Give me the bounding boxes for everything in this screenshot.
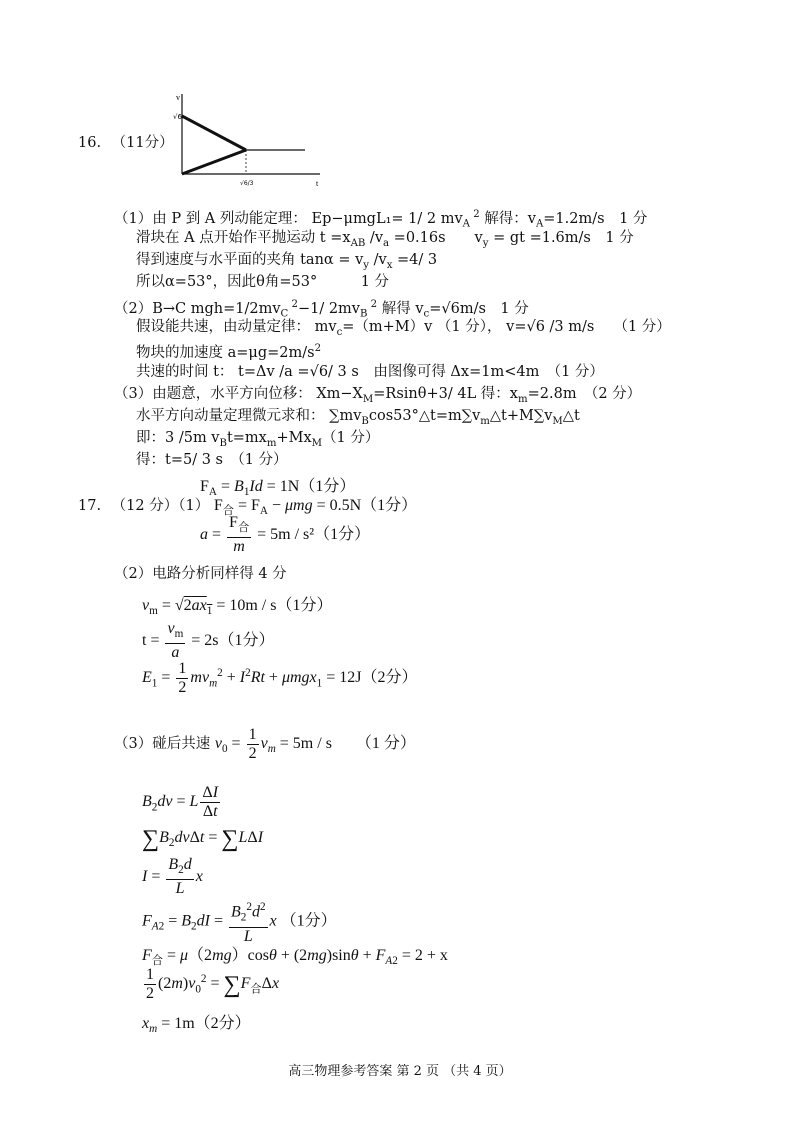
x-tick-label: √6/3 [240, 180, 254, 187]
q17-part3-line: （3）碰后共速 $v_0$ = $\frac{1}{2}$ $v_m = 5m / s$ （1 分） [114, 726, 416, 762]
q16-part2-line3: 物块的加速度 $a=\mu g=2m/s^2$ [136, 343, 322, 361]
y-tick-label: √6 [173, 113, 182, 121]
q17-score: （12 分）（1） [111, 498, 210, 514]
q16-part1-line2: 滑块在 A 点开始作平抛运动 $t =x_{AB}$ $/v_a =0.16s$ $v_y$ = gt =1.6m/s 1 分 [136, 230, 634, 249]
energy-equation: $\frac{1}{2}$ $(2m)v_0^2 = \sum F_合\Delta x$ [146, 966, 280, 1002]
vt-graph [160, 88, 330, 198]
q16-part3-line1: （3）由题意，水平方向位移： $Xm-X_M=Rsin\theta+3/$ 4L 得：$x_m=2.8m$ （2 分） [114, 386, 642, 405]
v0-equation: $v_0$ = $\frac{1}{2}$ $v_m = 5m / s$ （1 分） [214, 726, 416, 762]
q16-part2-line1: （2）B→C $mgh=1/2mv_C$ $^2$−1/ $2mv_B$ $^2$ 解得 $v_c=√6m/s$ 1 分 [114, 299, 529, 320]
x-axis-label: t [316, 179, 319, 188]
q16-part1-line3: 得到速度与水平面的夹角 $\tan\alpha = v_y$ $/v_x =4/$ 3 [136, 252, 438, 271]
q16-header [78, 133, 174, 153]
e1-equation: $E_1$ = $\frac{1}{2}$ $mv_m^2 + I^2Rt + \mu mgx_1 = 12J(2$分） [142, 660, 418, 696]
fa-equation: $F_A = B_1Id = 1N(1$分） [200, 478, 356, 499]
y-axis-label: v [176, 93, 180, 102]
f-net-equation: $F_合 = F_A - \mu mg = 0.5N(1$分） [213, 497, 418, 518]
q17-part2-heading: （2）电路分析同样得 4 分 [114, 566, 287, 582]
q16-part3-line4: 得：t=5/ 3 s （1 分） [136, 452, 288, 468]
b2dv-equation: $B_2dv = L$ $\frac{\Delta I}{\Delta t}$ [142, 784, 219, 820]
t-equation: t = $\frac{v_m}{a}$ = 2s（1分） [142, 620, 275, 662]
q16-part1-line4: 所以α=53°，因此θ角=53° 1 分 [136, 274, 390, 290]
page-footer: 高三物理参考答案 第 2 页 （共 4 页） [288, 1064, 512, 1079]
a-equation: a = $\frac{F_合}{m}$ = 5m / s²（1分） [200, 514, 371, 556]
q16-part3-line2: 水平方向动量定理微元求和： $\sum mv_B\cos 53^\circ\triangle t=m\sum v_m\triangle t+M\sum v_M\triangle t$ [136, 408, 580, 427]
i-equation: I = $\frac{B_2d}{L}$ x [142, 856, 203, 898]
q16-part2-line2: 假设能共速，由动量定律： $mv_c=(m+M)v$ （1 分）， v=√6 /3 m/s （1 分） [136, 319, 671, 338]
q16-part1-line1: （1）由 P 到 A 列动能定理： Ep−μmgL₁= 1/ 2 $mv_A$ $^2$ 解得：$v_A=1.2m/s$ 1 分 [114, 209, 648, 230]
vm-equation: $v_m = √2ax_1 = 10m / s(1$分） [142, 597, 333, 618]
q16-score: （11分） [111, 135, 174, 151]
q16-part2-line4: 共速的时间 t： t=Δv /a =√6/ 3 s 由图像可得 Δx=1m<4m （1 分） [136, 364, 604, 380]
upper-line [182, 116, 246, 150]
fa2-equation: $F_{A2} = B_2dI$ = $\frac{B_2^2d^2}{L}$ x （1分） [142, 898, 337, 946]
f-sum-equation: $F_合 = \mu(2mg)\cos\theta + (2mg)\sin\theta + F_{A2} = 2 + x$ [142, 947, 448, 968]
q16-part3-line3: 即：3 /5m $v_Bt=mx_m+Mx_M(1$ 分） [136, 430, 380, 449]
sum-equation: $\sum B_2dv\Delta t = \sum L\Delta I$ [142, 826, 264, 852]
q16-number: 16. [78, 135, 102, 151]
xm-equation: $x_m = 1m(2$分） [142, 1015, 251, 1036]
q17-number: 17. [78, 498, 102, 514]
lower-line [182, 150, 246, 174]
